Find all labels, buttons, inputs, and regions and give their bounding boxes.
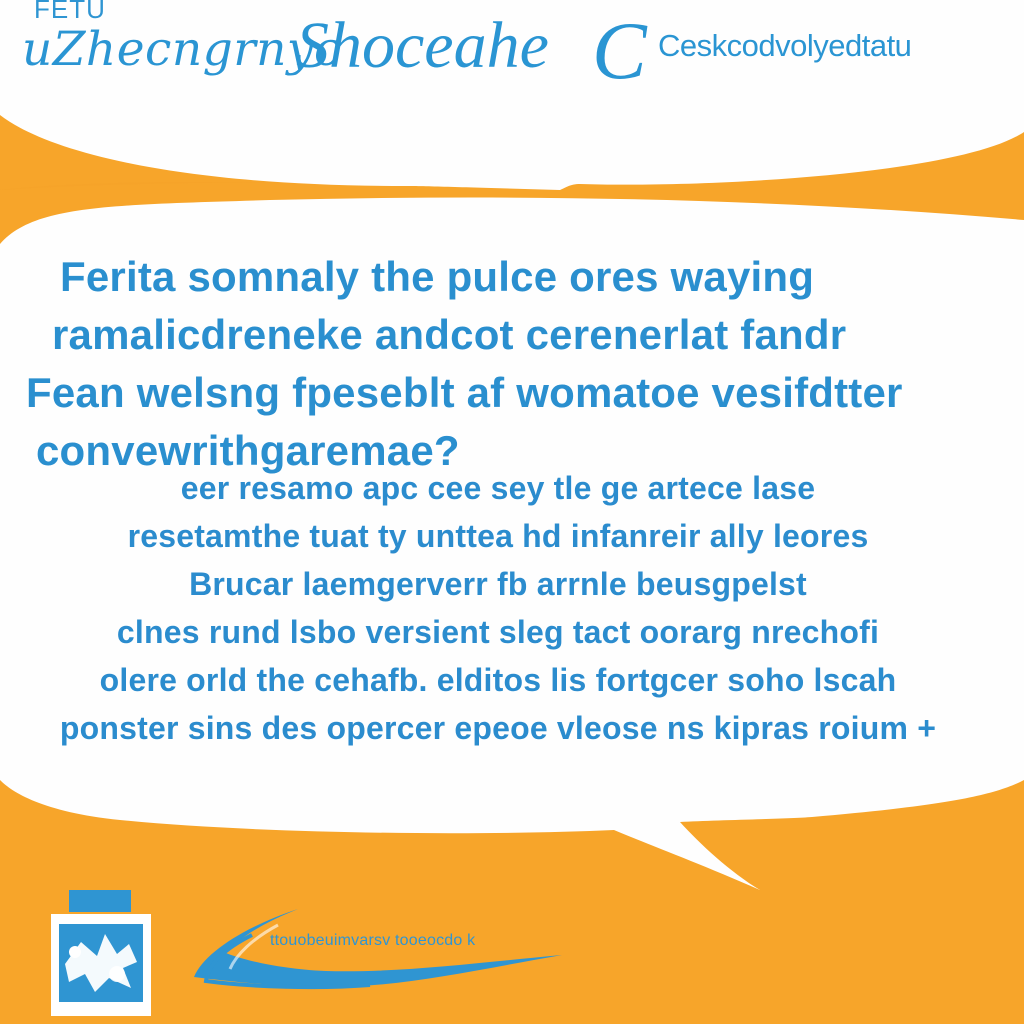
body-line: Brucar laemgerverr fb arrnle beusgpelst: [189, 566, 807, 602]
headline: [26, 248, 992, 480]
header-right-text: Ceskcodvolyedtatu: [658, 28, 912, 63]
headline-line: Ferita somnaly the pulce ores waying: [60, 253, 815, 300]
header-script-initial: C: [592, 5, 647, 96]
body-line: ponster sins des opercer epeoe vleose ns kipras roium +: [59, 710, 937, 746]
body-line: clnes rund lsbo versient sleg tact oorarg nrechofi: [116, 614, 880, 650]
headline-line: ramalicdreneke andcot cerenerlat fandr: [52, 311, 847, 358]
header-left-text: uZhecngrnyc: [22, 22, 341, 77]
logo-text: ttouobeuimvarsv tooeocdo k: [270, 932, 476, 949]
bottle-icon: [51, 890, 151, 1016]
body-line: eer resamo apc cee sey tle ge artece lase: [180, 470, 816, 506]
header-script-text: Shoceahe: [296, 9, 549, 82]
body-line: olere orld the cehafb. elditos lis fortgcer soho lscah: [99, 662, 897, 698]
body-line: resetamthe tuat ty unttea hd infanreir ally leores: [127, 518, 869, 554]
headline-line: Fean welsng fpeseblt af womatoe vesifdtter: [26, 369, 903, 416]
body-copy: [48, 464, 948, 752]
header-kicker: FETU: [34, 0, 106, 24]
header-title: [22, 0, 1002, 102]
headline-line: convewrithgaremae?: [36, 427, 460, 474]
swoosh-logo-icon: [186, 905, 576, 995]
